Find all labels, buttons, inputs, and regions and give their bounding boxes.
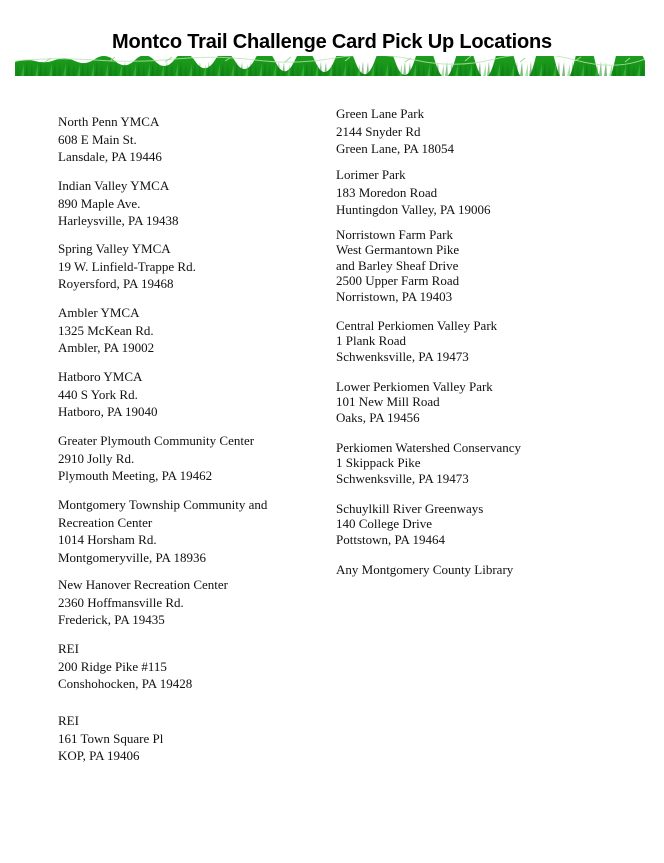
location-name-continued: Recreation Center: [58, 514, 153, 530]
location-city: Schwenksville, PA 19473: [336, 470, 469, 486]
location-city: Montgomeryville, PA 18936: [58, 549, 206, 565]
location-city: Norristown, PA 19403: [336, 288, 453, 304]
location-city: Royersford, PA 19468: [58, 276, 174, 291]
location-street: 161 Town Square Pl: [58, 730, 164, 746]
location-name: Green Lane Park: [336, 106, 425, 121]
location-city: Harleysville, PA 19438: [58, 213, 179, 228]
location-city: Ambler, PA 19002: [58, 340, 155, 355]
location-ambler-ymca: [58, 304, 154, 357]
grass-banner: [15, 56, 645, 76]
location-hatboro-ymca: [58, 368, 158, 421]
location-city: Oaks, PA 19456: [336, 409, 420, 425]
location-street: 19 W. Linfield-Trappe Rd.: [58, 258, 196, 274]
location-norristown-farm-park: [336, 227, 459, 304]
location-name: Schuylkill River Greenways: [336, 501, 484, 516]
location-street: 1014 Horsham Rd.: [58, 532, 157, 547]
location-street: West Germantown Pike: [336, 242, 460, 258]
location-any-montgomery-county-library: [336, 562, 513, 577]
location-city: Plymouth Meeting, PA 19462: [58, 468, 213, 483]
location-spring-valley-ymca: [58, 240, 196, 293]
location-montgomery-township-community-center: [58, 496, 267, 566]
location-rei-conshohocken: [58, 640, 192, 693]
location-name: Lower Perkiomen Valley Park: [336, 379, 493, 394]
location-street-continued: and Barley Sheaf Drive: [336, 257, 459, 273]
location-greater-plymouth-community-center: [58, 432, 254, 485]
location-north-penn-ymca: [58, 113, 162, 166]
location-street: 2910 Jolly Rd.: [58, 450, 135, 466]
location-street: 2360 Hoffmansville Rd.: [58, 594, 184, 610]
location-schuylkill-river-greenways: [336, 501, 483, 547]
location-street: 440 S York Rd.: [58, 386, 138, 402]
location-name: Indian Valley YMCA: [58, 178, 170, 193]
location-name: Norristown Farm Park: [336, 227, 453, 242]
location-lorimer-park: [336, 166, 490, 219]
location-city: KOP, PA 19406: [58, 748, 140, 763]
location-name: Ambler YMCA: [58, 305, 140, 320]
location-street: 200 Ridge Pike #115: [58, 658, 167, 674]
location-name: Central Perkiomen Valley Park: [336, 318, 498, 333]
location-street-secondary: 2500 Upper Farm Road: [336, 273, 460, 289]
location-name: Lorimer Park: [336, 167, 406, 182]
location-perkiomen-watershed-conservancy: [336, 440, 521, 486]
location-green-lane-park: [336, 105, 454, 158]
location-city: Hatboro, PA 19040: [58, 404, 158, 419]
location-name: REI: [58, 641, 79, 656]
location-name: Any Montgomery County Library: [336, 562, 514, 577]
location-street: 890 Maple Ave.: [58, 195, 141, 211]
location-city: Conshohocken, PA 19428: [58, 676, 193, 691]
location-indian-valley-ymca: [58, 177, 179, 230]
location-name: Perkiomen Watershed Conservancy: [336, 440, 521, 455]
location-central-perkiomen-valley-park: [336, 318, 497, 364]
location-street: 140 College Drive: [336, 516, 433, 532]
location-street: 2144 Snyder Rd: [336, 123, 421, 139]
location-city: Green Lane, PA 18054: [336, 141, 454, 156]
location-street: 1 Plank Road: [336, 333, 407, 349]
location-city: Huntingdon Valley, PA 19006: [336, 202, 491, 217]
location-name: Spring Valley YMCA: [58, 241, 171, 256]
location-city: Lansdale, PA 19446: [58, 149, 162, 164]
location-city: Frederick, PA 19435: [58, 612, 165, 627]
location-new-hanover-recreation-center: [58, 576, 228, 629]
page-title: Montco Trail Challenge Card Pick Up Locations: [112, 31, 552, 53]
location-name: Hatboro YMCA: [58, 369, 143, 384]
location-street: 183 Moredon Road: [336, 184, 438, 200]
location-name: New Hanover Recreation Center: [58, 577, 229, 592]
location-street: 608 E Main St.: [58, 131, 137, 147]
location-name: Montgomery Township Community and: [58, 497, 268, 512]
location-name: North Penn YMCA: [58, 114, 160, 129]
location-city: Schwenksville, PA 19473: [336, 348, 469, 364]
location-name: Greater Plymouth Community Center: [58, 433, 255, 448]
location-street: 101 New Mill Road: [336, 394, 440, 410]
grass-banner-graphic: [15, 56, 645, 76]
location-city: Pottstown, PA 19464: [336, 531, 445, 547]
location-rei-kop: [58, 712, 163, 765]
location-lower-perkiomen-valley-park: [336, 379, 493, 425]
location-street: 1325 McKean Rd.: [58, 322, 154, 338]
location-name: REI: [58, 713, 79, 728]
location-street: 1 Skippack Pike: [336, 455, 421, 471]
